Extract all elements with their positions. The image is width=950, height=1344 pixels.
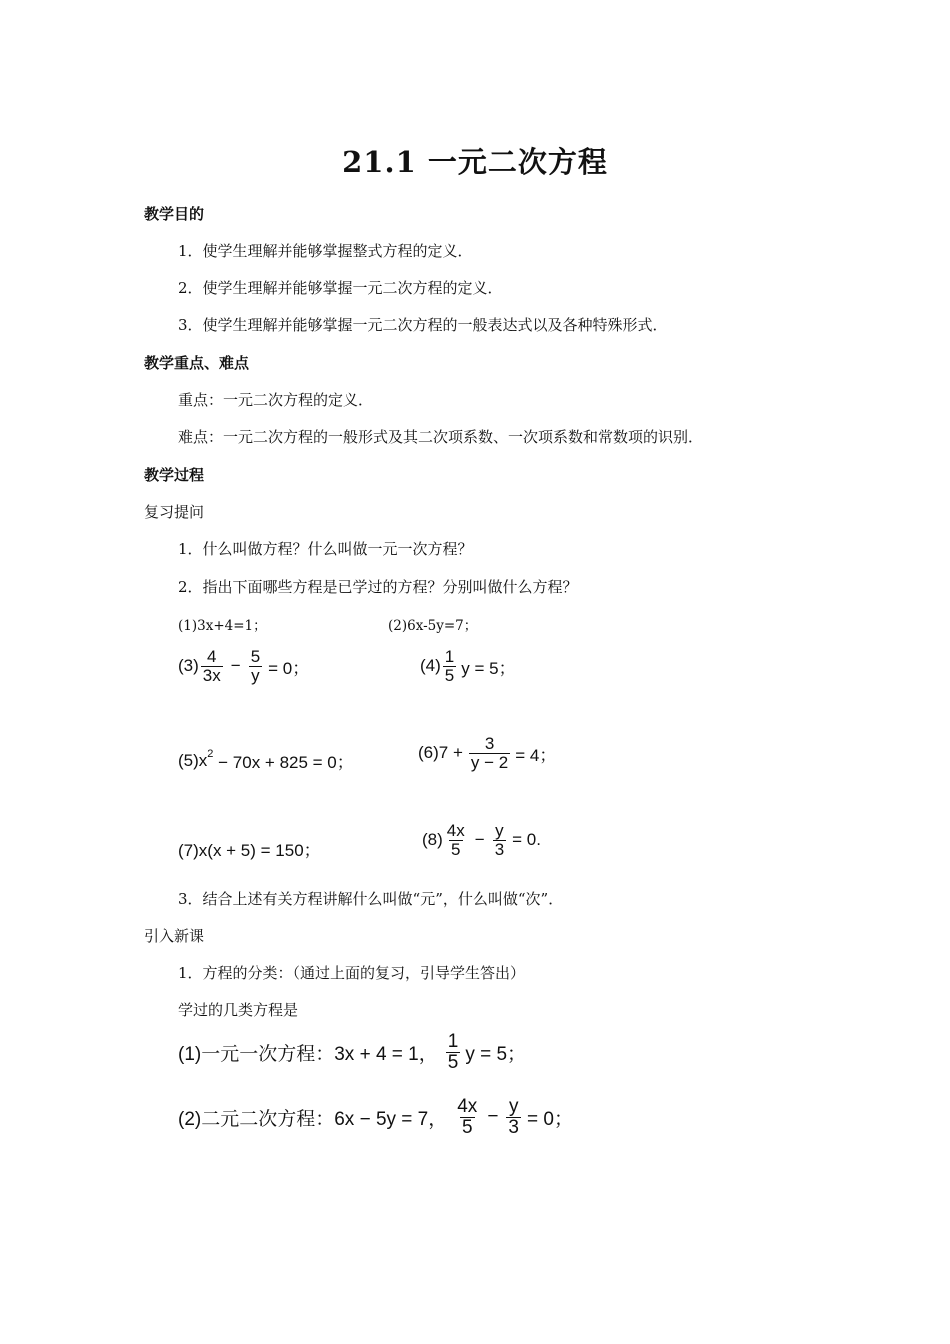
goals-heading: 教学目的 — [144, 205, 205, 223]
equation-5: (5)x $^2$ − 70x + 825 = 0； — [178, 748, 354, 772]
equation-2: (2)6x-5y=7； — [388, 618, 478, 634]
equation-1: (1)3x+4=1； — [178, 618, 267, 634]
review-question: 2．指出下面哪些方程是已学过的方程？分别叫做什么方程？ — [178, 578, 578, 596]
goal-item: 2．使学生理解并能够掌握一元二次方程的定义． — [178, 279, 503, 297]
equation-4: (4) $\frac{1}{5}$ y = 5； — [420, 647, 516, 685]
newlesson-paragraph: 学过的几类方程是 — [178, 1001, 299, 1019]
review-question: 1．什么叫做方程？什么叫做一元一次方程？ — [178, 540, 473, 558]
page-title: 21.1 一元二次方程 — [342, 145, 608, 179]
goal-item: 1．使学生理解并能够掌握整式方程的定义． — [178, 242, 473, 260]
newlesson-label: 引入新课 — [144, 927, 205, 945]
newlesson-paragraph: 1．方程的分类：（通过上面的复习，引导学生答出） — [178, 964, 526, 982]
process-heading: 教学过程 — [144, 466, 205, 484]
keypoints-heading: 教学重点、难点 — [144, 354, 250, 372]
equation-class-2: (2)二元二次方程：6x − 5y = 7， $\frac{4x}{5}$ − $\frac{y}{3}$ = 0； — [178, 1096, 573, 1138]
keypoint-item: 难点：一元二次方程的一般形式及其二次项系数、一次项系数和常数项的识别． — [178, 428, 704, 446]
review-question: 3．结合上述有关方程讲解什么叫做“元”，什么叫做“次”． — [178, 890, 564, 908]
goal-item: 3．使学生理解并能够掌握一元二次方程的一般表达式以及各种特殊形式． — [178, 316, 668, 334]
review-label: 复习提问 — [144, 503, 205, 521]
keypoint-item: 重点：一元二次方程的定义． — [178, 391, 374, 409]
equation-class-1: (1)一元一次方程：3x + 4 = 1， $\frac{1}{5}$ y = 5； — [178, 1031, 527, 1073]
equation-7: (7)x(x + 5) = 150； — [178, 841, 321, 860]
equation-8: (8) $\frac{4x}{5}$ − $\frac{y}{3}$ = 0. — [422, 821, 541, 859]
equation-6: (6)7 + $\frac{3}{y - 2}$ = 4； — [418, 734, 557, 772]
equation-3: (3) $\frac{4}{3x}$ − $\frac{5}{y}$ = 0； — [178, 647, 310, 685]
